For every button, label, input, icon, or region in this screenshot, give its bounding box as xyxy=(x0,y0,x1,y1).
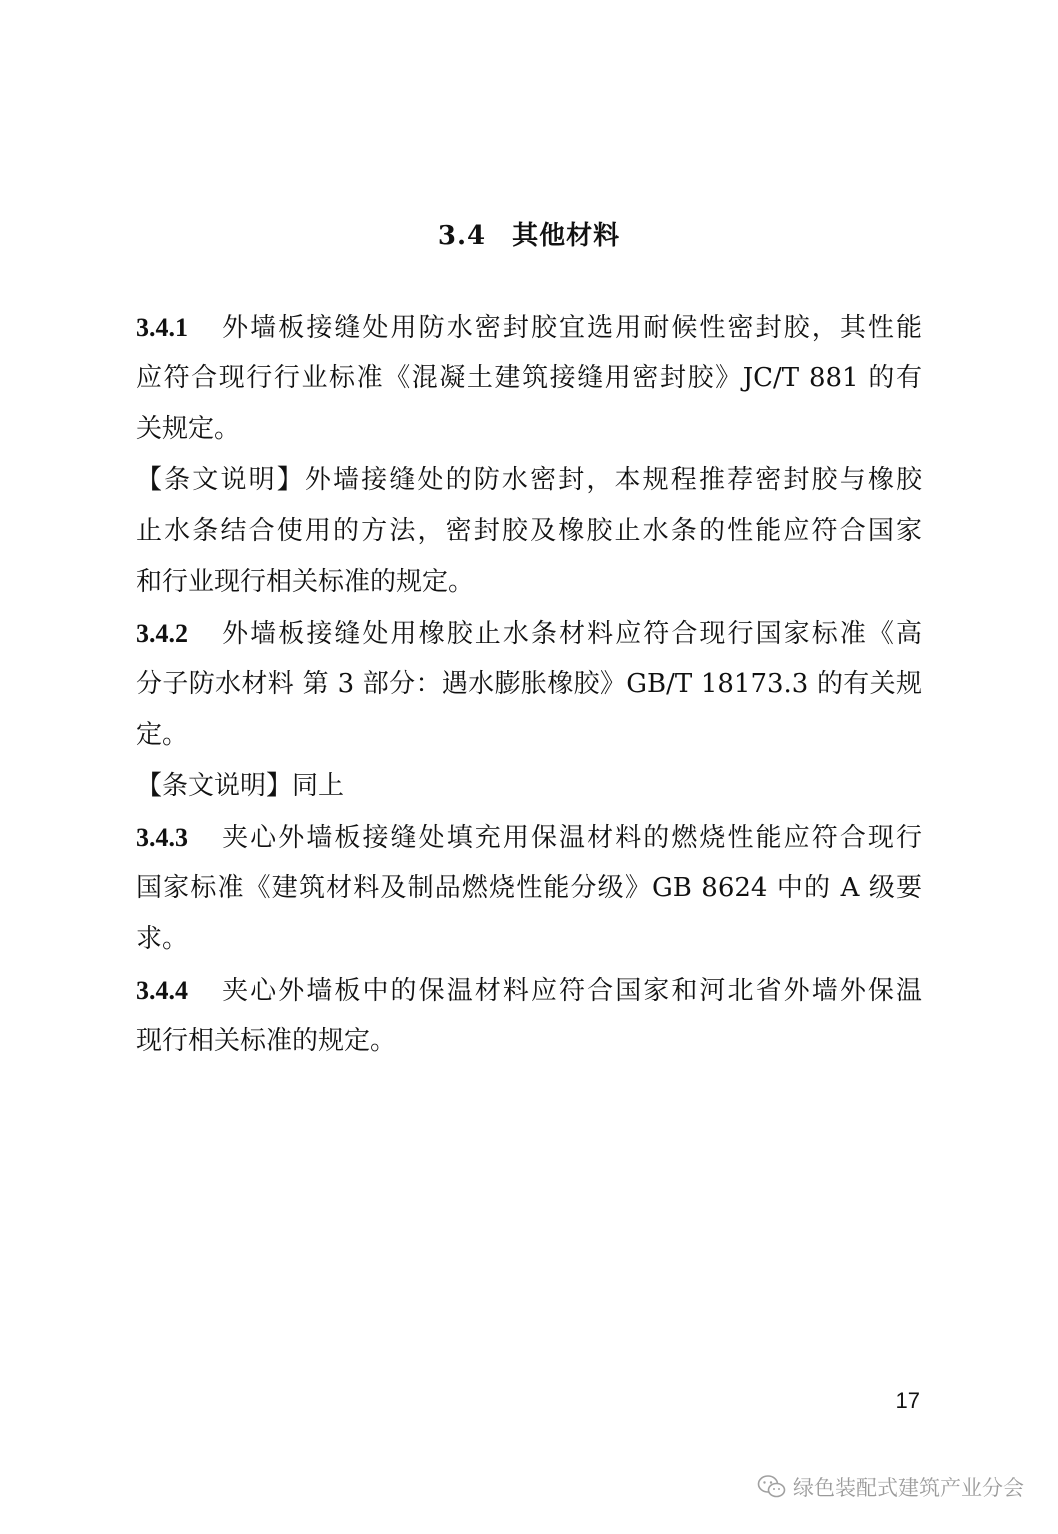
line-text: 关规定。 xyxy=(136,414,241,444)
line-text: 夹心外墙板中的保温材料应符合国家和河北省外墙外保温 xyxy=(220,976,922,1006)
text-line xyxy=(136,1016,922,1067)
section-number: 3.4 xyxy=(437,221,487,251)
text-line xyxy=(136,455,922,506)
paragraph xyxy=(136,965,922,1067)
footer-watermark xyxy=(757,1472,1024,1502)
line-text: 夹心外墙板接缝处填充用保温材料的燃烧性能应符合现行 xyxy=(220,823,922,853)
text-line xyxy=(136,761,922,812)
line-text: 定。 xyxy=(136,720,189,750)
clause-number: 3.4.3 xyxy=(136,823,188,852)
line-text: 求。 xyxy=(136,924,189,954)
line-text: 国家标准《建筑材料及制品燃烧性能分级》GB 8624 中的 A 级要 xyxy=(136,873,922,903)
text-line xyxy=(136,710,922,761)
line-text: 【条文说明】外墙接缝处的防水密封，本规程推荐密封胶与橡胶 xyxy=(136,465,922,495)
paragraph xyxy=(136,761,922,812)
clause-number: 3.4.4 xyxy=(136,976,188,1005)
line-text: 和行业现行相关标准的规定。 xyxy=(136,567,475,597)
text-line xyxy=(136,914,922,965)
line-text: 外墙板接缝处用橡胶止水条材料应符合现行国家标准《高 xyxy=(220,619,922,649)
line-text: 【条文说明】同上 xyxy=(136,771,345,801)
page-number: 17 xyxy=(895,1388,920,1413)
text-line xyxy=(136,863,922,914)
text-line xyxy=(136,302,922,353)
clause-number: 3.4.1 xyxy=(136,313,188,342)
paragraph xyxy=(136,302,922,455)
footer-text: 绿色装配式建筑产业分会 xyxy=(793,1476,1024,1500)
text-line xyxy=(136,608,922,659)
text-line xyxy=(136,353,922,404)
paragraph xyxy=(136,455,922,608)
text-line xyxy=(136,506,922,557)
line-text: 现行相关标准的规定。 xyxy=(136,1026,397,1056)
section-heading xyxy=(0,215,1058,252)
text-line xyxy=(136,965,922,1016)
text-line xyxy=(136,404,922,455)
paragraph xyxy=(136,608,922,761)
line-text: 外墙板接缝处用防水密封胶宜选用耐候性密封胶，其性能 xyxy=(220,313,922,343)
clause-number: 3.4.2 xyxy=(136,619,188,648)
text-line xyxy=(136,557,922,608)
paragraph xyxy=(136,812,922,965)
wechat-icon xyxy=(757,1474,787,1500)
line-text: 止水条结合使用的方法，密封胶及橡胶止水条的性能应符合国家 xyxy=(136,516,922,546)
line-text: 分子防水材料 第 3 部分：遇水膨胀橡胶》GB/T 18173.3 的有关规 xyxy=(136,669,922,699)
section-title: 其他材料 xyxy=(512,221,621,251)
text-line xyxy=(136,659,922,710)
text-line xyxy=(136,812,922,863)
document-body xyxy=(136,302,922,1067)
line-text: 应符合现行行业标准《混凝土建筑接缝用密封胶》JC/T 881 的有 xyxy=(136,363,922,393)
